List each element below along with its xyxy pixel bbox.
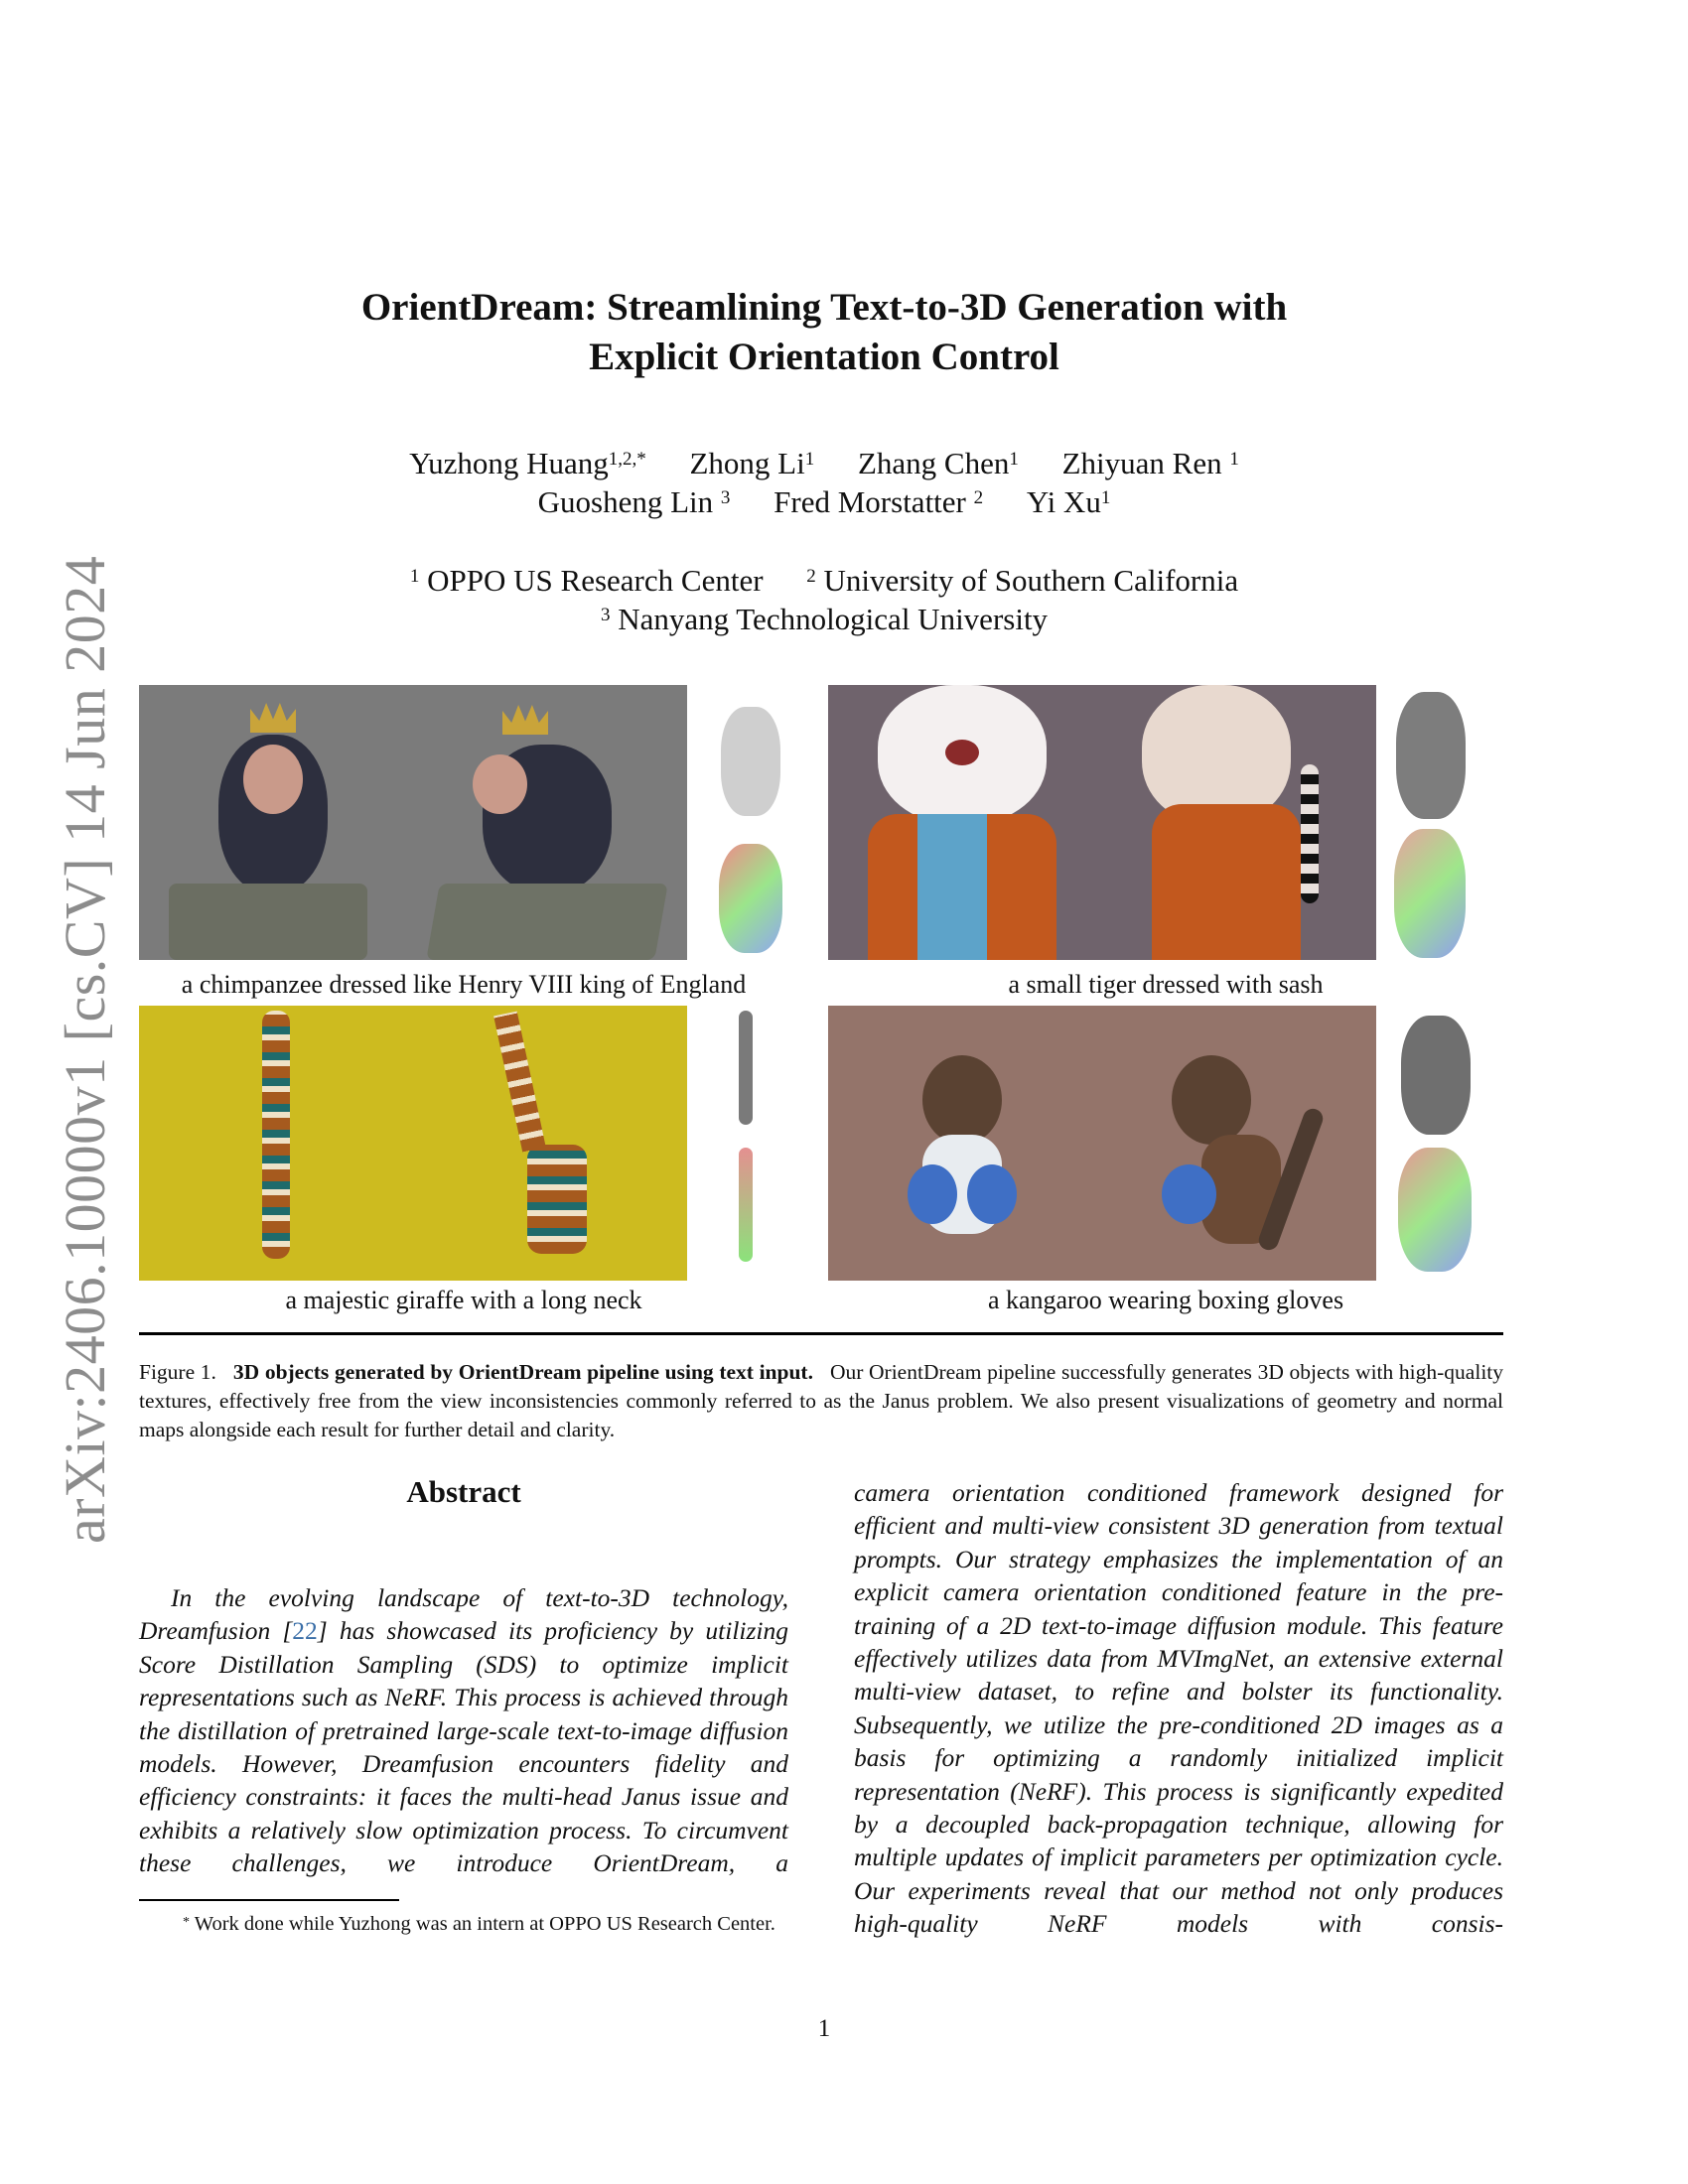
abstract-left-column: In the evolving landscape of text-to-3D technology, Dreamfusion [22] has showcased its proficiency by utilizing Score Distillation Sampling (SDS) to optimize implicit representations such as NeRF. This process is achieved through the distillation of pretrained large-scale text-to-image diffusion models. However, Dreamfusion encounters fidelity and efficiency constraints: it faces the multi-head Janus issue and exhibits a relatively slow optimization process. To circumvent these challenges, we introduce OrientDream, a [139, 1583, 788, 1878]
author: Guosheng Lin $^3$ [537, 484, 731, 519]
giraffe-front-view-image [139, 1006, 413, 1281]
chimpanzee-normal-map-image [701, 824, 800, 961]
tiger-normal-map-image [1386, 824, 1485, 961]
panel-caption-tiger: a small tiger dressed with sash [1008, 970, 1324, 999]
author: Zhong Li$^1$ [689, 446, 815, 480]
abstract-heading: Abstract [406, 1474, 521, 1509]
footnote: * Work done while Yuzhong was an intern at OPPO US Research Center. [183, 1913, 775, 1935]
tiger-render-pair [828, 685, 1376, 960]
giraffe-normal-map-image [701, 1143, 800, 1280]
giraffe-geometry-image [701, 1006, 800, 1143]
figure-divider-rule [139, 1332, 1503, 1335]
author: Zhiyuan Ren $^1$ [1061, 446, 1239, 480]
page-number: 1 [817, 2015, 831, 2042]
affiliation: $^3$ Nanyang Technological University [600, 602, 1049, 636]
affiliation: $^2$ University of Southern California [806, 563, 1239, 598]
chimpanzee-front-view-image [139, 685, 413, 960]
panel-caption-giraffe: a majestic giraffe with a long neck [285, 1286, 642, 1314]
tiger-side-view-image [1102, 685, 1376, 960]
figure-label: Figure 1. [139, 1360, 216, 1384]
author: Fred Morstatter $^2$ [774, 484, 984, 519]
author: Yi Xu$^1$ [1026, 484, 1111, 519]
panel-caption-kangaroo: a kangaroo wearing boxing gloves [987, 1286, 1344, 1314]
affiliation-list [0, 561, 1648, 638]
figure-caption-text: Our OrientDream pipeline successfully generates 3D objects with high-quality textures, effectively free from the view inconsistencies commonly referred to as the Janus problem. We also present visualizations of geometry and normal maps alongside each result for further detail and clarity. [139, 1360, 1504, 1441]
kangaroo-side-view-image [1102, 1006, 1376, 1281]
chimpanzee-geometry-image [701, 687, 800, 824]
abstract-right-column: camera orientation conditioned framework designed for efficient and multi-view consistent 3D generation from textual prompts. Our strategy emphasizes the implementation of an explicit camera orientation conditioned feature in the pre-training of a 2D text-to-image diffusion module. This feature effectively utilizes data from MVImgNet, an extensive external multi-view dataset, to refine and bolster its functionality. Subsequently, we utilize the pre-conditioned 2D images as a basis for optimizing a randomly initialized implicit representation (NeRF). This process is significantly expedited by a decoupled back-propagation technique, allowing for multiple updates of implicit parameters per optimization cycle. Our experiments reveal that our method not only produces high-quality NeRF models with consis- [854, 1478, 1503, 1939]
kangaroo-front-view-image [828, 1006, 1102, 1281]
author: Yuzhong Huang$^{1,2,*}$ [409, 446, 646, 480]
author: Zhang Chen$^1$ [857, 446, 1019, 480]
author-list [0, 444, 1648, 521]
tiger-geometry-image [1386, 687, 1485, 824]
paper-title [0, 283, 1648, 382]
chimpanzee-render-pair [139, 685, 687, 960]
kangaroo-render-pair [828, 1006, 1376, 1281]
footnote-rule [139, 1899, 399, 1901]
arxiv-identifier-stamp: arXiv:2406.10000v1 [cs.CV] 14 Jun 2024 [53, 555, 117, 1544]
giraffe-side-view-image [413, 1006, 687, 1281]
title-line-2: Explicit Orientation Control [589, 336, 1059, 378]
giraffe-render-pair [139, 1006, 687, 1281]
citation-link[interactable]: 22 [292, 1616, 318, 1646]
kangaroo-normal-map-image [1386, 1143, 1485, 1280]
title-line-1: OrientDream: Streamlining Text-to-3D Generation with [360, 286, 1288, 329]
figure-caption-bold: 3D objects generated by OrientDream pipeline using text input. [232, 1360, 813, 1384]
figure-caption [139, 1358, 1503, 1444]
affiliation: $^1$ OPPO US Research Center [409, 563, 764, 598]
panel-caption-chimpanzee: a chimpanzee dressed like Henry VIII king of England [181, 970, 747, 999]
kangaroo-geometry-image [1386, 1006, 1485, 1143]
tiger-front-view-image [828, 685, 1102, 960]
chimpanzee-side-view-image [413, 685, 687, 960]
